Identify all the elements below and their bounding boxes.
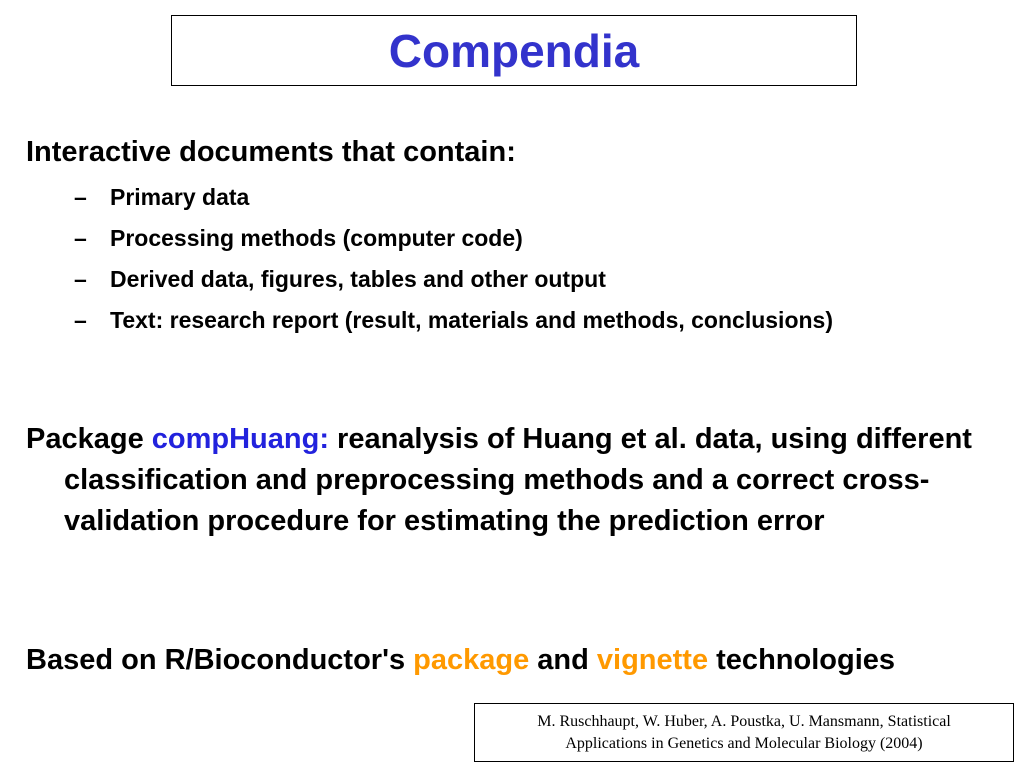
para3-prefix: Based on R/Bioconductor's: [26, 644, 414, 676]
bullet-item: [74, 180, 870, 214]
bullet-text: Processing methods (computer code): [110, 225, 523, 251]
dash-marker: –: [74, 225, 87, 251]
para2-rest: reanalysis of Huang et al. data, using different classification and preprocessing methods and a correct cross-validation procedure for estimating the prediction error: [64, 423, 972, 537]
para3-rest: technologies: [708, 644, 896, 676]
vignette-highlight: vignette: [596, 644, 709, 676]
para3-middle: and: [529, 644, 597, 676]
heading-interactive-documents: Interactive documents that contain:: [26, 136, 516, 168]
bullet-item: [74, 262, 870, 296]
dash-marker: –: [74, 184, 87, 210]
para2-prefix: Package: [26, 423, 152, 455]
title-box: [171, 15, 857, 86]
citation-line1: M. Ruschhaupt, W. Huber, A. Poustka, U. Mansmann, Statistical: [537, 712, 951, 730]
bullet-text: Derived data, figures, tables and other output: [110, 266, 606, 292]
citation-box: [474, 703, 1014, 762]
dash-marker: –: [74, 307, 87, 333]
paragraph-based-on: [26, 640, 1014, 681]
bullet-item: [74, 303, 870, 337]
bullet-list: [74, 180, 870, 344]
package-highlight: package: [413, 644, 530, 676]
citation-text: [537, 711, 951, 755]
bullet-text: Text: research report (result, materials and methods, conclusions): [110, 307, 833, 333]
package-name-highlight: compHuang:: [151, 423, 329, 455]
citation-line2: Applications in Genetics and Molecular Biology (2004): [565, 734, 923, 752]
dash-marker: –: [74, 266, 87, 292]
bullet-text: Primary data: [110, 184, 250, 210]
slide-title: Compendia: [388, 24, 640, 77]
bullet-item: [74, 221, 870, 255]
paragraph-package: [26, 419, 1014, 542]
